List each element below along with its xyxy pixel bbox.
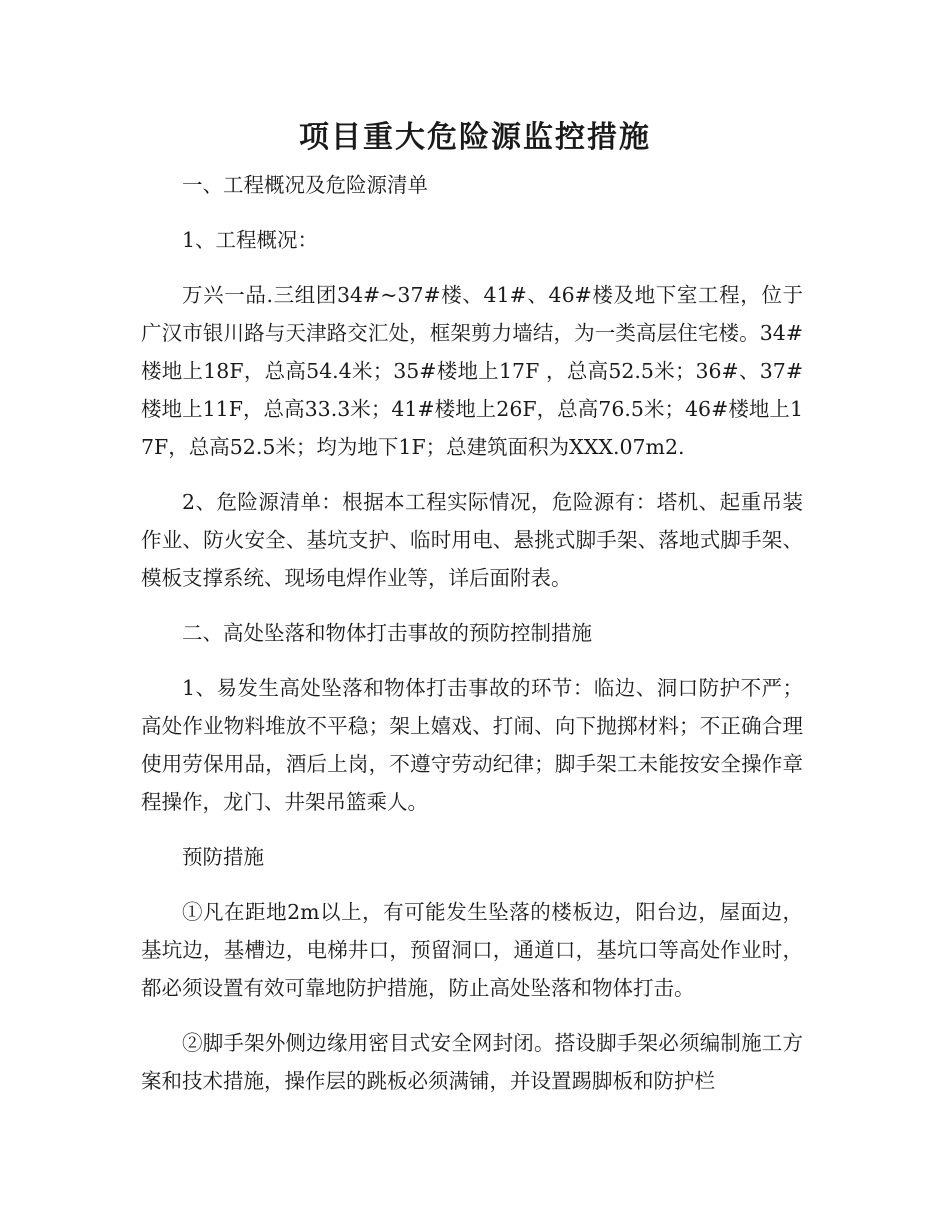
paragraph-hazard-list: 2、危险源清单：根据本工程实际情况，危险源有：塔机、起重吊装作业、防火安全、基坑支护、临时用电、悬挑式脚手架、落地式脚手架、模板支撑系统、现场电焊作业等，详后面附表。 bbox=[141, 490, 803, 590]
section-heading-1: 一、工程概况及危险源清单 bbox=[182, 173, 428, 197]
subheading-prevention: 预防措施 bbox=[182, 845, 264, 869]
paragraph-measure-2: ②脚手架外侧边缘用密目式安全网封闭。搭设脚手架必须编制施工方案和技术措施，操作层的跳板必须满铺，并设置踢脚板和防护栏 bbox=[141, 1031, 803, 1093]
document-title: 项目重大危险源监控措施 bbox=[299, 120, 651, 155]
section-heading-2: 二、高处坠落和物体打击事故的预防控制措施 bbox=[182, 621, 592, 645]
paragraph-accident-links: 1、易发生高处坠落和物体打击事故的环节：临边、洞口防护不严；高处作业物料堆放不平稳；架上嬉戏、打闹、向下抛掷材料；不正确合理使用劳保用品，酒后上岗，不遵守劳动纪律；脚手架工未能按安全操作章程操作，龙门、井架吊篮乘人。 bbox=[141, 676, 803, 814]
subheading-project-overview: 1、工程概况： bbox=[182, 228, 319, 252]
document-body bbox=[141, 166, 803, 1100]
paragraph-measure-1: ①凡在距地2m以上，有可能发生坠落的楼板边，阳台边，屋面边，基坑边，基槽边，电梯井口，预留洞口，通道口，基坑口等高处作业时，都必须设置有效可靠地防护措施，防止高处坠落和物体打击。 bbox=[141, 900, 803, 1000]
paragraph-project-overview: 万兴一品.三组团34#~37#楼、41#、46#楼及地下室工程，位于广汉市银川路与天津路交汇处，框架剪力墙结，为一类高层住宅楼。34#楼地上18F，总高54.4米；35#楼地上17F ，总高52.5米；36#、37#楼地上11F，总高33.3米；41#楼地上26F，总高76.5米；46#楼地上17F，总高52.5米；均为地下1F；总建筑面积为XXX.07m2. bbox=[141, 283, 803, 459]
